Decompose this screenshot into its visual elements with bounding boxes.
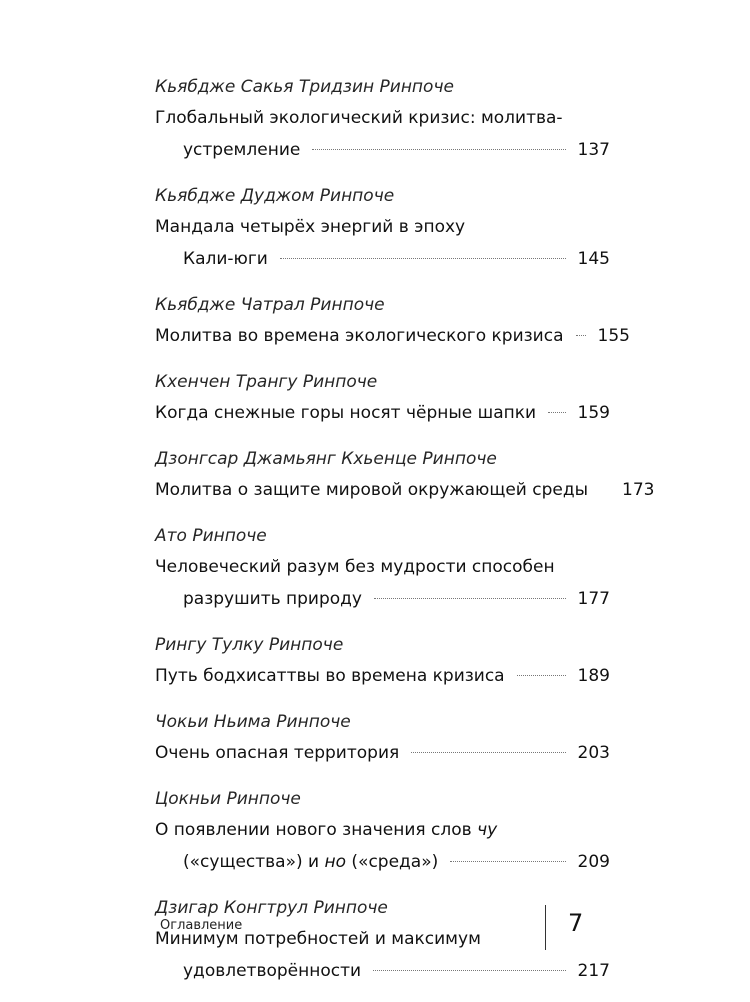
entry-page-number: 159 [577, 403, 610, 423]
entry-title-line [155, 320, 630, 352]
entry-title-line [155, 243, 610, 275]
toc-entry[interactable] [155, 367, 610, 429]
entry-title: Молитва о защите мировой окружающей среды [155, 480, 589, 500]
table-of-contents [155, 72, 655, 1002]
toc-entry[interactable] [155, 181, 610, 275]
entry-title-line [155, 846, 610, 878]
entry-title-italic-word: чу [477, 820, 498, 840]
entry-author: Рингу Тулку Ринпоче [155, 635, 344, 655]
entry-title-continuation [183, 846, 438, 878]
dot-leader [374, 598, 566, 599]
entry-title-line [155, 397, 610, 429]
entry-page-number: 189 [577, 666, 610, 686]
toc-entry[interactable] [155, 707, 610, 769]
entry-author: Кьябдже Сакья Тридзин Ринпоче [155, 77, 454, 97]
entry-title-italic-word: но [324, 852, 347, 872]
entry-page-number: 173 [622, 480, 655, 500]
dot-leader [312, 149, 565, 150]
entry-title-line: Человеческий разум без мудрости способен [155, 557, 555, 577]
toc-entry[interactable] [155, 630, 610, 692]
dot-leader [576, 335, 586, 336]
toc-entry[interactable] [155, 72, 610, 166]
toc-entry[interactable] [155, 784, 610, 878]
toc-entry[interactable] [155, 444, 655, 506]
footer-divider [545, 905, 546, 950]
entry-page-number: 203 [577, 743, 610, 763]
entry-title-line [155, 660, 610, 692]
entry-page-number: 155 [597, 326, 630, 346]
entry-page-number: 137 [577, 140, 610, 160]
entry-page-number: 177 [577, 589, 610, 609]
entry-title: Путь бодхисаттвы во времена кризиса [155, 666, 505, 686]
toc-entry[interactable] [155, 893, 610, 987]
dot-leader [280, 258, 566, 259]
entry-author: Дзигар Конгтрул Ринпоче [155, 898, 388, 918]
entry-title-continuation: удовлетворённости [183, 961, 362, 981]
entry-title-line [155, 955, 610, 987]
entry-author: Цокньи Ринпоче [155, 789, 301, 809]
entry-title-line: Мандала четырёх энергий в эпоху [155, 217, 466, 237]
entry-title-line [155, 583, 610, 615]
toc-entry[interactable] [155, 290, 630, 352]
entry-author: Ато Ринпоче [155, 526, 267, 546]
entry-page-number: 209 [577, 852, 610, 872]
entry-author: Дзонгсар Джамьянг Кхьенце Ринпоче [155, 449, 497, 469]
entry-title: Очень опасная территория [155, 743, 400, 763]
entry-title-line [155, 134, 610, 166]
page-number: 7 [568, 909, 584, 937]
entry-title-continuation: Кали-юги [183, 249, 268, 269]
entry-author: Кьябдже Чатрал Ринпоче [155, 295, 385, 315]
entry-author: Чокьи Ньима Ринпоче [155, 712, 351, 732]
dot-leader [548, 412, 565, 413]
entry-title: Когда снежные горы носят чёрные шапки [155, 403, 537, 423]
entry-title-text: («среда») [346, 852, 439, 872]
entry-title-line [155, 737, 610, 769]
dot-leader [373, 970, 565, 971]
entry-title-continuation: устремление [183, 140, 301, 160]
entry-title-line [155, 814, 610, 846]
entry-page-number: 145 [577, 249, 610, 269]
entry-author: Кхенчен Трангу Ринпоче [155, 372, 378, 392]
entry-title-text: О появлении нового значения слов [155, 820, 478, 840]
entry-title-continuation: разрушить природу [183, 589, 362, 609]
toc-entry[interactable] [155, 521, 610, 615]
entry-title: Молитва во времена экологического кризиса [155, 326, 564, 346]
entry-page-number: 217 [577, 961, 610, 981]
running-footer-label: Оглавление [160, 918, 243, 933]
dot-leader [600, 489, 610, 490]
dot-leader [517, 675, 566, 676]
entry-title-text: («существа») и [183, 852, 325, 872]
dot-leader [450, 861, 565, 862]
dot-leader [411, 752, 565, 753]
entry-author: Кьябдже Дуджом Ринпоче [155, 186, 395, 206]
entry-title-line: Минимум потребностей и максимум [155, 929, 481, 949]
entry-title-line [155, 474, 655, 506]
entry-title-line: Глобальный экологический кризис: молитва- [155, 108, 563, 128]
